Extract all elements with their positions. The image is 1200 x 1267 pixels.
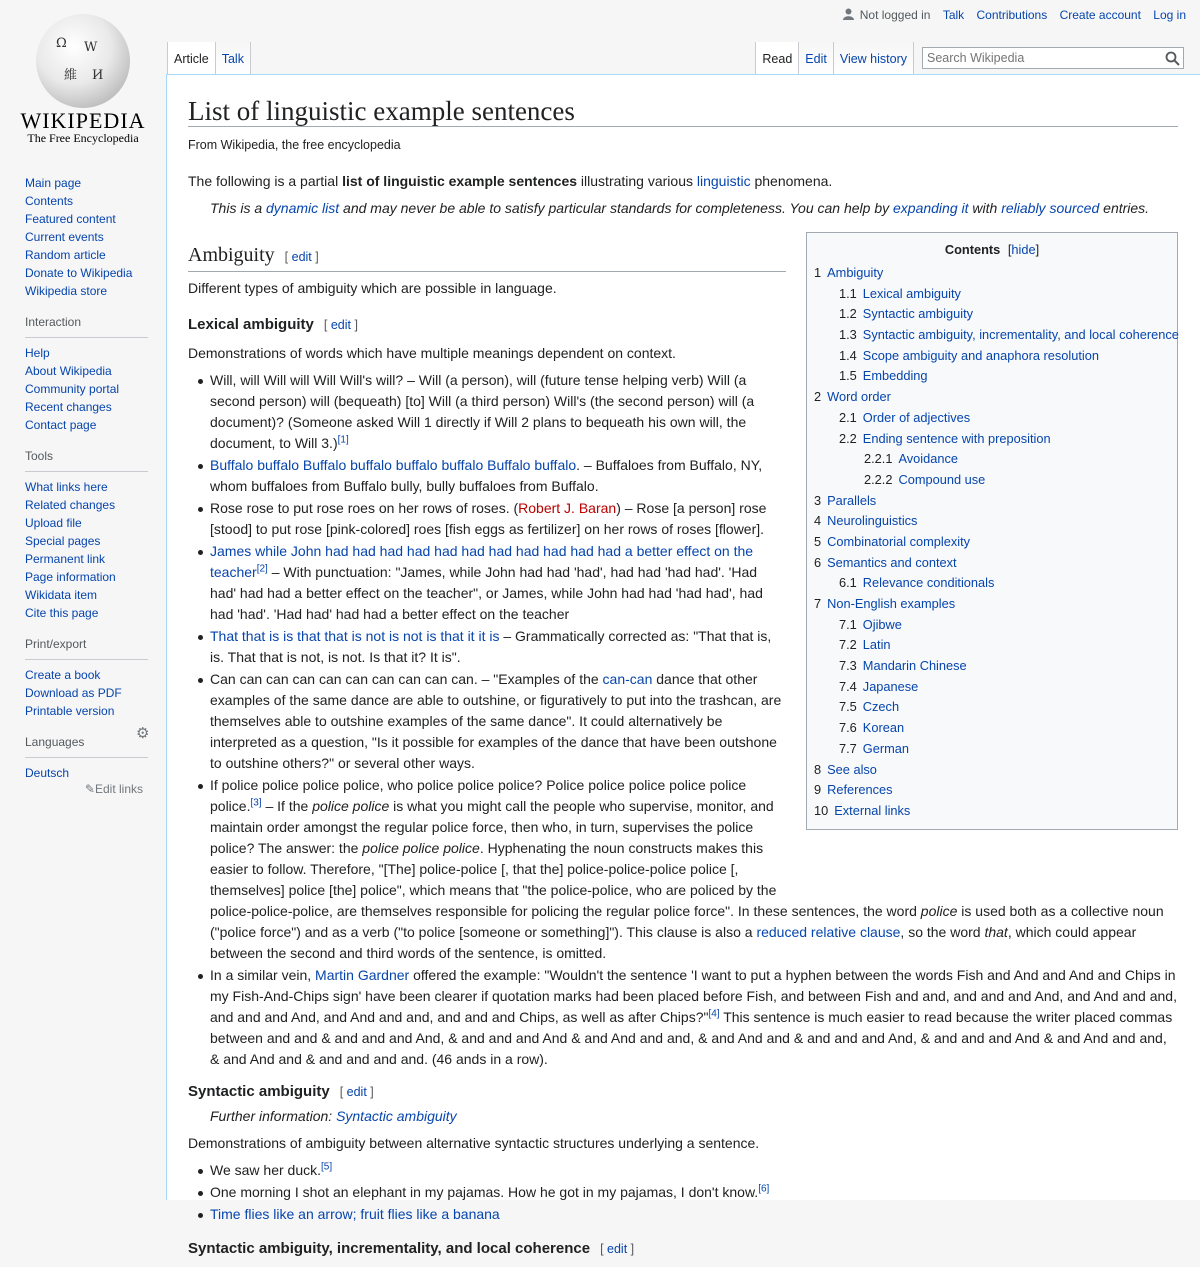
search-input[interactable]	[923, 48, 1161, 68]
sidebar-item	[25, 362, 148, 380]
sidebar-link-upload-file[interactable]: Upload file	[25, 516, 82, 530]
toc-text[interactable]: Relevance conditionals	[862, 575, 995, 591]
sidebar-item	[25, 496, 148, 514]
list-item	[210, 455, 786, 497]
toc-number: 7.3	[839, 658, 857, 674]
interaction-portal	[25, 310, 148, 434]
example-text: . – Buffaloes from Buffalo, NY, whom buffaloes from Buffalo bully, bully buffaloes from Buffalo.	[210, 457, 763, 494]
toc-text[interactable]: Compound use	[898, 471, 986, 487]
expanding-it-link[interactable]: expanding it	[893, 200, 969, 216]
toc-number: 2.2.2	[864, 471, 893, 487]
reliably-sourced-link[interactable]: reliably sourced	[1001, 200, 1100, 216]
sidebar-item	[25, 604, 148, 622]
toc-text[interactable]: Parallels	[827, 492, 877, 508]
toc-text[interactable]: Latin	[862, 637, 891, 653]
toc-text[interactable]: German	[862, 740, 910, 756]
toc-number: 1.4	[839, 347, 857, 363]
list-item	[210, 370, 786, 454]
sidebar-link-create-a-book[interactable]: Create a book	[25, 668, 101, 682]
sidebar-item	[25, 380, 148, 398]
toc-number: 7.6	[839, 720, 857, 736]
robert-baran-link[interactable]: Robert J. Baran	[518, 500, 617, 516]
sidebar-item	[25, 514, 148, 532]
toc-number: 5	[814, 533, 822, 549]
logo-tagline: The Free Encyclopedia	[27, 131, 139, 145]
reference-link[interactable]: [4]	[708, 1008, 720, 1020]
not-logged-in-label: Not logged in	[859, 8, 931, 22]
hatnote-text: with	[968, 200, 1002, 216]
sidebar-item	[25, 210, 148, 228]
sidebar-item	[25, 550, 148, 568]
toc-text[interactable]: Czech	[862, 699, 900, 715]
sidebar-link-wikidata-item[interactable]: Wikidata item	[25, 588, 98, 602]
create-account-link[interactable]: Create account	[1059, 8, 1141, 22]
hatnote-text: and may never be able to satisfy particular standards for completeness. You can help by	[339, 200, 893, 216]
list-item	[210, 669, 786, 774]
sidebar-link-community-portal[interactable]: Community portal	[25, 382, 120, 396]
dynamic-list-link[interactable]: dynamic list	[266, 200, 340, 216]
syntactic-description: Demonstrations of ambiguity between alternative syntactic structures underlying a sentence.	[188, 1135, 760, 1151]
example-text: Will, will Will will Will Will's will? – Will (a person), will (future tense helping verb) Will (a second person) will (bequeath) [to] Will (a third person) Will's (the second person) will (a document)? (Someone asked Will 1 directly if Will 2 plans to bequeath his own will, the document, to Will 3.)	[210, 372, 755, 451]
toc-number: 1.1	[839, 285, 857, 301]
edit-links[interactable]	[25, 782, 148, 796]
section-ambiguity-heading	[188, 241, 786, 272]
sidebar-link-random-article[interactable]: Random article	[25, 248, 106, 262]
tab-view-history[interactable]: View history	[834, 42, 914, 74]
languages-heading: Languages	[25, 735, 85, 749]
section-title: Lexical ambiguity	[188, 316, 314, 333]
hatnote-text: Further information:	[210, 1108, 337, 1124]
sidebar-item	[25, 398, 148, 416]
example-emphasis: police police	[312, 798, 390, 814]
toc-text[interactable]: Non-English examples	[827, 596, 956, 611]
namespace-tabs	[167, 42, 251, 74]
intro-text: The following is a partial	[188, 173, 343, 189]
wikipedia-logo[interactable]	[0, 0, 166, 160]
toc-number: 7.1	[839, 616, 857, 632]
tab-read[interactable]: Read	[755, 42, 799, 74]
example-emphasis: police	[920, 903, 958, 919]
site-subtitle: From Wikipedia, the free encyclopedia	[188, 138, 401, 152]
sidebar-item	[25, 264, 148, 282]
example-text: Can can can can can can can can can can. – "Examples of the	[210, 671, 603, 687]
user-icon	[843, 8, 854, 20]
pencil-icon: ✎	[84, 782, 95, 796]
sidebar-link-page-information[interactable]: Page information	[25, 570, 116, 584]
time-flies-link[interactable]: Time flies like an arrow; fruit flies like a banana	[210, 1206, 500, 1222]
sidebar-link-contact-page[interactable]: Contact page	[25, 418, 97, 432]
example-emphasis: that	[984, 924, 1008, 940]
list-item	[210, 1204, 1178, 1225]
sidebar-link-printable-version[interactable]: Printable version	[25, 704, 115, 718]
toc-text[interactable]: Korean	[862, 720, 905, 736]
dynamic-list-hatnote	[188, 198, 1178, 219]
toc-number: 1	[814, 265, 822, 280]
sidebar-item	[25, 702, 148, 720]
tab-talk[interactable]: Talk	[216, 42, 251, 74]
sidebar-item	[25, 764, 148, 782]
hatnote-text: This is a	[210, 200, 267, 216]
intro-bold: list of linguistic example sentences	[342, 173, 578, 189]
toc-text[interactable]: Semantics and context	[827, 554, 957, 570]
example-text: In a similar vein,	[210, 967, 316, 983]
navigation-portal	[25, 174, 148, 300]
sidebar-link-related-changes[interactable]: Related changes	[25, 498, 116, 512]
toc-text[interactable]: Mandarin Chinese	[862, 658, 967, 674]
toc-number: 1.5	[839, 368, 857, 384]
section-syntactic-heading	[188, 1080, 1178, 1104]
that-that-link[interactable]: That that is is that that is not is not is that it it is	[210, 628, 500, 644]
search-icon[interactable]	[1165, 51, 1180, 66]
can-can-link[interactable]: can-can	[602, 671, 653, 687]
view-tabs	[755, 42, 914, 74]
sidebar-item	[25, 532, 148, 550]
toc-text[interactable]: Syntactic ambiguity	[862, 306, 974, 322]
sidebar-link-deutsch[interactable]: Deutsch	[25, 766, 70, 780]
example-text: If police police police police, who police police police? Police police police police police police.	[210, 777, 747, 814]
page-title: List of linguistic example sentences	[188, 97, 1178, 127]
example-text: One morning I shot an elephant in my pajamas. How he got in my pajamas, I don't know.	[210, 1184, 759, 1200]
languages-heading-wrap	[25, 725, 150, 758]
sidebar-link-wikipedia-store[interactable]: Wikipedia store	[25, 284, 108, 298]
toc-number: 6.1	[839, 575, 857, 591]
toc-text[interactable]: See also	[827, 761, 877, 777]
toc-text[interactable]: References	[827, 782, 893, 798]
sidebar-item	[25, 666, 148, 684]
toc-number: 7.4	[839, 678, 857, 694]
tools-portal	[25, 444, 148, 622]
further-information-hatnote	[188, 1106, 1178, 1127]
martin-gardner-link[interactable]: Martin Gardner	[315, 967, 410, 983]
sidebar-item	[25, 344, 148, 362]
toc-text[interactable]: External links	[834, 802, 911, 818]
toc-number: 1.2	[839, 306, 857, 322]
toc-text[interactable]: Avoidance	[898, 451, 958, 467]
toc-number: 7.2	[839, 637, 857, 653]
toc-text[interactable]: Ojibwe	[862, 616, 902, 632]
list-item	[210, 775, 1178, 964]
toc-title: Contents	[944, 242, 1001, 257]
sidebar-item	[25, 282, 148, 300]
sidebar	[0, 170, 166, 796]
example-emphasis: police police police	[362, 840, 480, 856]
sidebar-item	[25, 174, 148, 192]
toc-hide-link[interactable]: hide	[1011, 242, 1036, 257]
logo-wordmark: WIKIPEDIA	[20, 108, 146, 133]
toc-hide-wrap: [hide]	[1007, 242, 1040, 257]
intro-paragraph	[188, 171, 1178, 192]
syntactic-examples-list	[210, 1160, 1178, 1225]
toc-text[interactable]: Syntactic ambiguity, incrementality, and local coherence	[862, 327, 1179, 343]
sidebar-link-permanent-link[interactable]: Permanent link	[25, 552, 106, 566]
toc-number: 3	[814, 492, 822, 508]
section-title: Syntactic ambiguity	[188, 1083, 330, 1100]
toc-text[interactable]: Lexical ambiguity	[862, 285, 961, 301]
edit-section: [ edit ]	[284, 250, 319, 264]
toc-float-spacer	[782, 775, 1178, 899]
edit-section-link[interactable]: edit	[291, 250, 312, 264]
list-item	[210, 626, 786, 668]
toc-number: 10	[814, 802, 829, 818]
interaction-heading: Interaction	[25, 310, 148, 338]
edit-section-link[interactable]: edit	[607, 1242, 628, 1256]
list-item	[210, 498, 786, 540]
tools-heading: Tools	[25, 444, 148, 472]
sidebar-item	[25, 684, 148, 702]
example-text: Rose rose to put rose roes on her rows of roses. (	[210, 500, 519, 516]
talk-link[interactable]: Talk	[942, 8, 965, 22]
sidebar-link-recent-changes[interactable]: Recent changes	[25, 400, 112, 414]
example-text: This sentence is much easier to read because the writer placed commas between and and & and and and And, & and and and And & and And and and, & and And and & and and and And, & and and and And & and And and and, & and And and & and and and and. (46 ands in a row).	[210, 1009, 1173, 1067]
example-text: – If the	[261, 798, 313, 814]
toc-text[interactable]: Ending sentence with preposition	[862, 430, 1051, 446]
toc-text[interactable]: Order of adjectives	[862, 409, 971, 425]
example-text: offered the example: "Wouldn't the sentence 'I want to put a hyphen between the words Fish and And and And and Chips in my Fish-And-Chips sign' have been clearer if quotation marks had been placed before Fish, and between Fish and and, and and and And, and And and and, and and and And, and And and and, and and and Chips, as well as after Chips?"	[210, 967, 1177, 1025]
syntactic-ambiguity-link[interactable]: Syntactic ambiguity	[336, 1108, 457, 1124]
contributions-link[interactable]: Contributions	[976, 8, 1048, 22]
toc-text[interactable]: Word order	[827, 389, 891, 405]
toc-number: 2.2.1	[864, 451, 893, 467]
example-text: – With punctuation: "James, while John had had 'had', had had 'had had'. 'Had had' had had a better effect on the teacher", or James, while John had had 'had had', had had 'had'. 'Had had' had had a better effect on the teacher	[210, 564, 763, 622]
toc-number: 7.5	[839, 699, 857, 715]
reference-link[interactable]: [2]	[256, 563, 268, 575]
reference-link[interactable]: [1]	[337, 434, 349, 446]
edit-section: [ edit ]	[323, 318, 358, 332]
section-incremental-heading	[188, 1237, 1178, 1261]
gear-icon[interactable]: ⚙	[136, 725, 150, 742]
toc-number: 1.3	[839, 327, 857, 343]
linguistic-link[interactable]: linguistic	[696, 173, 751, 189]
edit-section: [ edit ]	[339, 1085, 374, 1099]
print-portal	[25, 632, 148, 720]
tab-edit[interactable]: Edit	[799, 42, 834, 74]
toc-text[interactable]: Embedding	[862, 368, 928, 384]
example-text: is used both as a collective noun ("police force") and as a verb ("to police [someone or something]"). This clause is also a	[210, 903, 1164, 940]
print-heading: Print/export	[25, 632, 148, 660]
sidebar-item	[25, 246, 148, 264]
buffalo-link[interactable]: Buffalo buffalo Buffalo buffalo buffalo buffalo Buffalo buffalo	[210, 457, 577, 473]
content-area	[166, 74, 1200, 1257]
list-item	[210, 1160, 1178, 1181]
sidebar-link-what-links-here[interactable]: What links here	[25, 480, 108, 494]
toc-text[interactable]: Neurolinguistics	[827, 513, 918, 529]
hatnote-text: entries.	[1099, 200, 1150, 216]
article-body	[188, 171, 1178, 1267]
ambiguity-description: Different types of ambiguity which are possible in language.	[188, 280, 557, 296]
section-title: Syntactic ambiguity, incrementality, and local coherence	[188, 1240, 591, 1257]
reference-link[interactable]: [6]	[758, 1183, 770, 1195]
toc-number: 8	[814, 761, 822, 777]
sidebar-item	[25, 192, 148, 210]
intro-text: phenomena.	[750, 173, 833, 189]
example-text: , so the word	[900, 924, 985, 940]
sidebar-item	[25, 478, 148, 496]
toc-number: 6	[814, 554, 822, 570]
sidebar-link-current-events[interactable]: Current events	[25, 230, 104, 244]
example-text: ) – Rose [a person] rose [stood] to put rose [pink-colored] roes [fish eggs as fertilizer] on her rows of roses [flower].	[210, 500, 767, 537]
toc-text[interactable]: Scope ambiguity and anaphora resolution	[862, 347, 1099, 363]
reference-link[interactable]: [5]	[321, 1161, 333, 1173]
example-text: , which could appear between the second and third words of the sentence, is omitted.	[210, 924, 1137, 961]
example-text: . Hyphenating the noun constructs makes this easier to follow. Therefore, "[The] police-police [, that the] police-police-police police [, themselves] police [the] police", which means that "the police-police, who are policed by the police-police-police, are themselves responsible for policing the regular police force". In these sentences, the word	[210, 840, 921, 919]
personal-tools	[843, 8, 1186, 22]
section-title: Ambiguity	[188, 244, 275, 266]
intro-text: illustrating various	[577, 173, 697, 189]
lexical-description: Demonstrations of words which have multiple meanings dependent on context.	[188, 345, 676, 361]
toc-text[interactable]: Ambiguity	[827, 265, 884, 280]
toc-number: 7	[814, 596, 822, 611]
toc-number: 7.7	[839, 740, 857, 756]
edit-section-link[interactable]: edit	[330, 318, 351, 332]
sidebar-link-contents[interactable]: Contents	[25, 194, 74, 208]
lexical-examples-list	[210, 370, 1178, 1070]
sidebar-link-donate-to-wikipedia[interactable]: Donate to Wikipedia	[25, 266, 133, 280]
languages-portal	[25, 725, 150, 796]
tab-article[interactable]: Article	[167, 42, 216, 74]
toc-text[interactable]: Combinatorial complexity	[827, 533, 971, 549]
toc-number: 2.2	[839, 430, 857, 446]
toc-number: 4	[814, 513, 822, 529]
example-text: We saw her duck.	[210, 1162, 322, 1178]
sidebar-link-special-pages[interactable]: Special pages	[25, 534, 101, 548]
example-text: is what you might call the people who supervise, monitor, and maintain order amongst the regular police force, then who, in turn, supervises the police police? The answer: the	[210, 798, 774, 856]
sidebar-item	[25, 416, 148, 434]
list-item	[210, 541, 786, 625]
james-link[interactable]: James while John had had had had had had had had had had had a better effect on the teacher	[210, 543, 754, 580]
section-lexical-heading	[188, 313, 1178, 337]
log-in-link[interactable]: Log in	[1153, 8, 1186, 22]
sidebar-link-about-wikipedia[interactable]: About Wikipedia	[25, 364, 112, 378]
sidebar-link-featured-content[interactable]: Featured content	[25, 212, 116, 226]
sidebar-item	[25, 228, 148, 246]
sidebar-item	[25, 568, 148, 586]
edit-section-link[interactable]: edit	[346, 1085, 367, 1099]
example-text: – Grammatically corrected as: "That that is, is. That that is not, is not. Is that it? It is".	[210, 628, 772, 665]
toc-text[interactable]: Japanese	[862, 678, 919, 694]
example-text: dance that other examples of the same dance are able to outshine, or figuratively to put into the trashcan, are themselves able to outshine examples of the same dance". It could alternatively be interpreted as a question, "Is it possible for examples of the dance that have been outshone to outshine others?" or several other ways.	[210, 671, 782, 771]
sidebar-link-help[interactable]: Help	[25, 346, 50, 360]
sidebar-link-download-as-pdf[interactable]: Download as PDF	[25, 686, 122, 700]
toc-number: 2	[814, 389, 822, 405]
sidebar-item	[25, 586, 148, 604]
reference-link[interactable]: [3]	[250, 797, 262, 809]
sidebar-link-main-page[interactable]: Main page	[25, 176, 82, 190]
puzzle-globe-icon: Ω W 維 И	[36, 14, 130, 108]
toc-number: 9	[814, 782, 822, 798]
reduced-relative-clause-link[interactable]: reduced relative clause	[756, 924, 901, 940]
list-item	[210, 965, 1178, 1070]
search-box	[922, 47, 1184, 69]
edit-section: [ edit ]	[600, 1242, 635, 1256]
edit-links-label[interactable]: Edit links	[94, 782, 143, 796]
sidebar-link-cite-this-page[interactable]: Cite this page	[25, 606, 99, 620]
toc-number: 2.1	[839, 409, 857, 425]
